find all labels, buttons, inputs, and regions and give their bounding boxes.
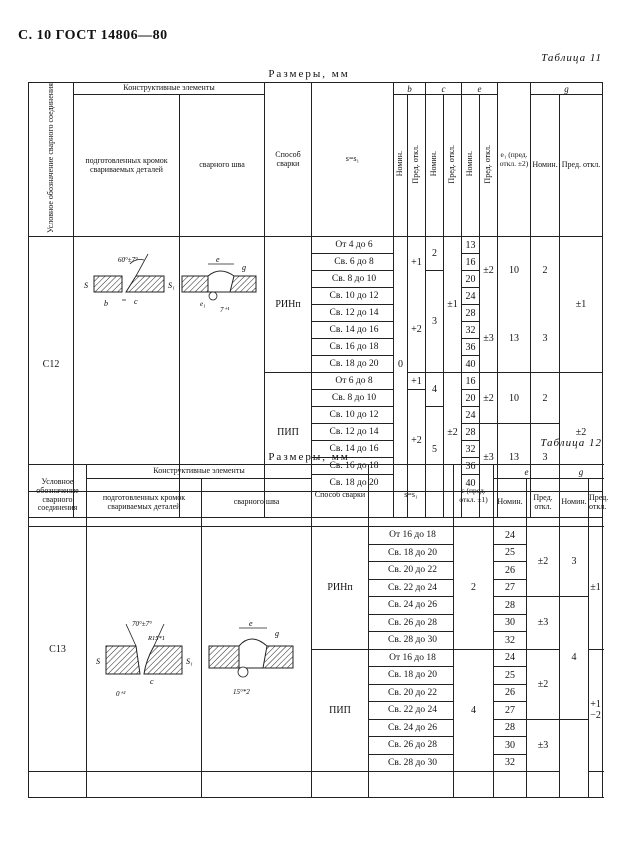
t12-range: Св. 20 до 22 [369, 562, 454, 580]
t11-c-dev: ±1 [444, 237, 462, 373]
table11-title: Таблица 11 [541, 52, 602, 64]
t12-range: От 16 до 18 [369, 649, 454, 667]
t11-e-nom: 36 [462, 458, 480, 475]
t11-root-label: 7⁺¹ [220, 306, 230, 314]
t11-range: От 6 до 8 [312, 373, 394, 390]
t11-h-c-nom: Номин. [426, 95, 444, 237]
t12-e-nom: 28 [494, 597, 527, 615]
t12-e-nom: 25 [494, 667, 527, 685]
t12-h-e-nom: Номин. [494, 479, 527, 527]
t11-b-dev: +1 [408, 237, 426, 288]
t11-h-c: c [426, 83, 462, 95]
t11-h-prepared: подготовленных кромок свариваемых деталей [74, 95, 180, 237]
t11-range: Св. 18 до 20 [312, 475, 394, 492]
t11-range: От 4 до 6 [312, 237, 394, 254]
t11-g-nom: 3 [531, 424, 560, 492]
t11-g-dev: ±1 [560, 237, 603, 373]
t11-c-dev: ±2 [444, 373, 462, 492]
t11-g-nom: 3 [531, 305, 560, 373]
t12-h-g-nom: Номин. [560, 479, 589, 527]
t11-h-e: e [462, 83, 498, 95]
t11-g-label: g [242, 263, 246, 272]
t12-s1-label: S₁ [186, 657, 193, 666]
t11-h-c-dev: Пред. откл. [444, 95, 462, 237]
t11-e-nom: 24 [462, 288, 480, 305]
t11-e-nom: 20 [462, 271, 480, 288]
t11-range: Св. 16 до 18 [312, 458, 394, 475]
t12-h-thickness: s=s₁ [369, 465, 454, 527]
t11-c-label: c [134, 297, 138, 306]
t11-range: Св. 14 до 16 [312, 441, 394, 458]
t11-angle-label: 60°±7° [118, 256, 138, 264]
t11-g-nom: 2 [531, 237, 560, 305]
t11-h-e-nom: Номин. [462, 95, 480, 237]
t11-h-weld: сварного шва [180, 95, 265, 237]
t11-b-dev: +2 [408, 288, 426, 373]
t11-prepared-edges-drawing [82, 248, 184, 318]
t12-h-weld: сварного шва [202, 479, 312, 527]
t11-e-dev: ±3 [480, 424, 498, 492]
t11-e-nom: 40 [462, 356, 480, 373]
page-header: С. 10 ГОСТ 14806—80 [18, 28, 168, 43]
t12-range: Св. 24 до 26 [369, 719, 454, 737]
t12-g-dev-plus: +1 [590, 699, 601, 711]
t11-range: Св. 6 до 8 [312, 254, 394, 271]
table12-units: Размеры, мм [268, 451, 350, 463]
t11-h-b-nom: Номин. [394, 95, 408, 237]
t11-g-nom: 2 [531, 373, 560, 424]
t12-right-plate [144, 646, 182, 674]
t12-e-nom: 26 [494, 684, 527, 702]
t12-range: Св. 26 до 28 [369, 737, 454, 755]
t12-range: Св. 28 до 30 [369, 754, 454, 772]
t12-range: Св. 20 до 22 [369, 684, 454, 702]
t12-angle-label: 70°±7° [132, 620, 152, 628]
t12-angle2-label: 15°*2 [233, 688, 250, 696]
t11-g-dev: ±2 [560, 373, 603, 492]
t12-e-dev: ±2 [527, 649, 560, 719]
t12-range: Св. 22 до 24 [369, 579, 454, 597]
t11-e-nom: 40 [462, 475, 480, 492]
t11-e1: 13 [498, 305, 531, 373]
t11-e-nom: 32 [462, 322, 480, 339]
t12-e-nom: 27 [494, 579, 527, 597]
t12-g-nom: 3 [560, 527, 589, 597]
t12-h-c: c (пред. откл. ±1) [454, 465, 494, 527]
t12-e-nom: 25 [494, 544, 527, 562]
t11-range: Св. 10 до 12 [312, 407, 394, 424]
t12-c: 2 [454, 527, 494, 650]
t12-h-elements: Конструктивные элементы [87, 465, 312, 479]
t12-e-nom: 32 [494, 754, 527, 772]
t12-h-g: g [560, 465, 603, 479]
t12-h-e-dev: Пред. откл. [527, 479, 560, 527]
t11-range: Св. 8 до 10 [312, 390, 394, 407]
t12-g-label: g [275, 629, 279, 638]
t12-range: Св. 18 до 20 [369, 544, 454, 562]
t11-e-nom: 28 [462, 305, 480, 322]
t11-e-dev: ±2 [480, 373, 498, 424]
t11-e-nom: 24 [462, 407, 480, 424]
t11-h-b: b [394, 83, 426, 95]
t12-designation: С13 [29, 527, 87, 772]
t12-e-nom: 24 [494, 649, 527, 667]
t11-s-label: S [84, 281, 88, 290]
t12-c: 4 [454, 649, 494, 772]
t11-e-nom: 20 [462, 390, 480, 407]
t12-c-label: c [150, 677, 154, 686]
t12-e-nom: 32 [494, 632, 527, 650]
t12-h-designation: Условное обозначение сварного соединения [29, 465, 87, 527]
t11-h-g: g [531, 83, 603, 95]
t11-range: Св. 12 до 14 [312, 305, 394, 322]
t11-b-dev: +1 [408, 373, 426, 390]
table11-units: Размеры, мм [268, 68, 350, 80]
t11-b-dev: +2 [408, 390, 426, 492]
t12-range: Св. 24 до 26 [369, 597, 454, 615]
t12-g-dev: ±1 [589, 527, 603, 650]
t11-e1-label: e₁ [200, 300, 206, 308]
t11-weld-bead [208, 271, 234, 292]
t12-e-nom: 24 [494, 527, 527, 545]
t11-h-g-nom: Номин. [531, 95, 560, 237]
t11-h-elements: Конструктивные элементы [74, 83, 265, 95]
t12-weld-drawing [205, 614, 297, 704]
t12-h-g-dev: Пред. откл. [589, 479, 603, 527]
t11-right-plate [126, 276, 164, 292]
t12-method-rinp: РИНп [312, 527, 369, 650]
t11-e1: 10 [498, 373, 531, 424]
t11-method-pip: ПИП [265, 373, 312, 492]
t11-designation: С12 [29, 237, 74, 492]
t12-range: От 16 до 18 [369, 527, 454, 545]
t11-e1: 10 [498, 237, 531, 305]
t12-e-dev: ±3 [527, 719, 560, 772]
t12-e-nom: 28 [494, 719, 527, 737]
t12-s-label: S [96, 657, 100, 666]
t12-e-dev: ±3 [527, 597, 560, 650]
t11-h-e-dev: Пред. откл. [480, 95, 498, 237]
t11-range: Св. 12 до 14 [312, 424, 394, 441]
t12-g-dev-asym [589, 649, 603, 772]
t12-range: Св. 28 до 30 [369, 632, 454, 650]
t12-e-nom: 26 [494, 562, 527, 580]
t11-h-thickness: s=s₁ [312, 83, 394, 237]
t11-s1-label: S₁ [168, 281, 175, 290]
t11-e-nom: 36 [462, 339, 480, 356]
t11-h-method: Способ сварки [265, 83, 312, 237]
t12-h-method: Способ сварки [312, 465, 369, 527]
t11-range: Св. 18 до 20 [312, 356, 394, 373]
t11-range: Св. 14 до 16 [312, 322, 394, 339]
t12-e-nom: 30 [494, 737, 527, 755]
t11-h-g-dev: Пред. откл. [560, 95, 603, 237]
t12-radius-label: R15*1 [148, 635, 165, 642]
t11-range: Св. 8 до 10 [312, 271, 394, 288]
t12-e-nom: 30 [494, 614, 527, 632]
t11-e-nom: 32 [462, 441, 480, 458]
t12-range: Св. 22 до 24 [369, 702, 454, 720]
t11-c-nom: 5 [426, 407, 444, 492]
t12-h-e: e [494, 465, 560, 479]
t12-b-label: 0⁺² [116, 690, 126, 698]
t12-e-dev: ±2 [527, 527, 560, 597]
t12-g-dev-minus: −2 [590, 710, 601, 722]
t11-e-nom: 28 [462, 424, 480, 441]
t11-e-nom: 16 [462, 373, 480, 390]
t11-e-dev: ±2 [480, 237, 498, 305]
t11-method-rinp: РИНп [265, 237, 312, 373]
t11-b-label: b [104, 299, 108, 308]
t11-left-plate [94, 276, 122, 292]
t12-weld-bead [239, 639, 267, 668]
t12-h-prepared: подготовленных кромок свариваемых деталей [87, 479, 202, 527]
t11-e1: 13 [498, 424, 531, 492]
t12-range: Св. 26 до 28 [369, 614, 454, 632]
t12-e-nom: 27 [494, 702, 527, 720]
t11-e-nom: 13 [462, 237, 480, 254]
t11-b-nom: 0 [394, 237, 408, 492]
t11-range: Св. 16 до 18 [312, 339, 394, 356]
t11-e-label: e [216, 255, 220, 264]
t12-method-pip: ПИП [312, 649, 369, 772]
t12-e-label: e [249, 619, 253, 628]
t11-weld-drawing [180, 250, 262, 320]
t12-g-nom: 4 [560, 597, 589, 720]
table12-title: Таблица 12 [540, 437, 602, 449]
t11-h-b-dev: Пред. откл. [408, 95, 426, 237]
t11-h-designation: Условное обозначение сварного соединения [29, 83, 74, 237]
t11-c-nom: 4 [426, 373, 444, 407]
t12-prepared-edges-drawing [92, 616, 202, 702]
t11-range: Св. 10 до 12 [312, 288, 394, 305]
t11-h-e1: e₁ (пред. откл. ±2) [498, 83, 531, 237]
t12-left-plate [106, 646, 140, 674]
t12-range: Св. 18 до 20 [369, 667, 454, 685]
t11-e-dev: ±3 [480, 305, 498, 373]
t11-c-nom: 2 [426, 237, 444, 271]
t11-e-nom: 16 [462, 254, 480, 271]
t11-c-nom: 3 [426, 271, 444, 373]
